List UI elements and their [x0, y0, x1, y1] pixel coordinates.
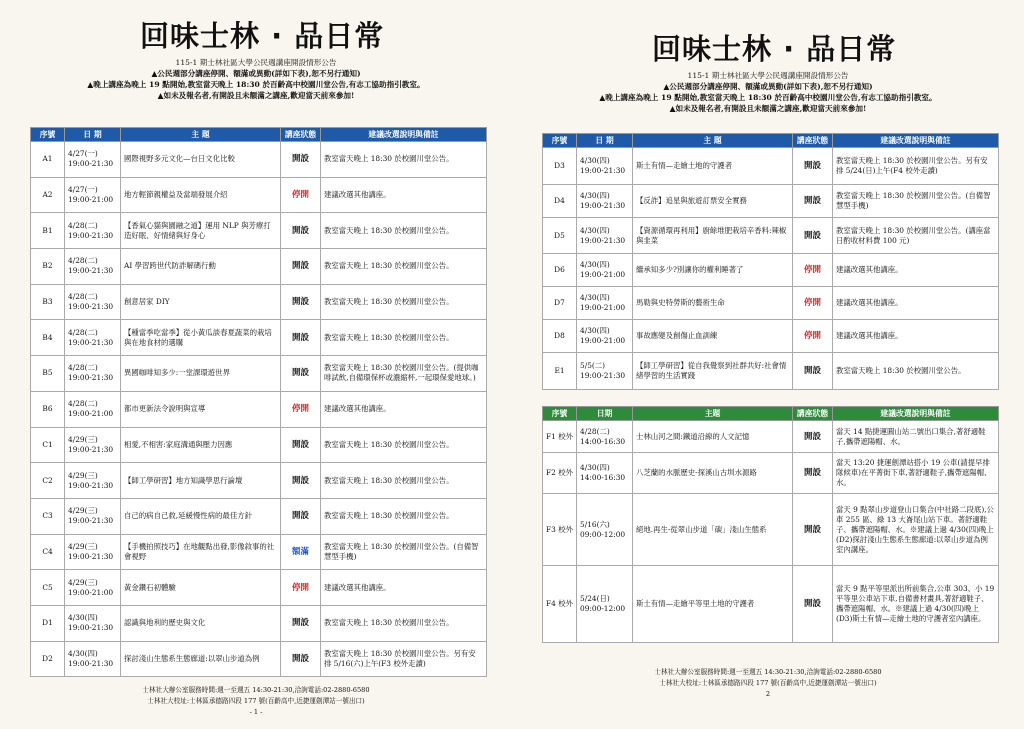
row-status: 開設	[281, 284, 321, 320]
row-topic: 斯土有情—走繪土地的守護者	[633, 148, 793, 185]
table-row	[31, 249, 487, 285]
row-note: 教室當天晚上 18:30 於校園川堂公告。(講座當日酌收材料費 100 元)	[833, 218, 999, 254]
announcement-title: 115-1 期士林社區大學公民週講座開設情形公告	[687, 71, 849, 80]
row-id: D8	[543, 320, 577, 353]
table-row	[543, 353, 999, 390]
row-topic: 相愛,不相害:家庭溝通與壓力因應	[121, 427, 281, 463]
table-header-row	[31, 128, 487, 142]
row-date: 5/5(二) 19:00-21:30	[577, 353, 633, 390]
row-topic: 黃金鑽石初體驗	[121, 570, 281, 606]
row-topic: 士林山河之間:鐵道沿線的人文記憶	[633, 421, 793, 453]
row-date: 4/29(三) 19:00-21:00	[65, 570, 121, 606]
row-date: 4/29(三) 19:00-21:30	[65, 498, 121, 534]
row-id: D3	[543, 148, 577, 185]
row-note: 教室當天晚上 18:30 於校園川堂公告。(提供咖啡試飲,自備環保杯或濃縮杯,一起環保愛地球。)	[321, 356, 487, 392]
row-note: 教室當天晚上 18:30 於校園川堂公告。	[321, 284, 487, 320]
col-header-status: 講座狀態	[281, 128, 321, 142]
col-header-date: 日 期	[577, 134, 633, 148]
table-header-row	[543, 134, 999, 148]
row-id: F1 校外	[543, 421, 577, 453]
row-date: 4/28(二) 19:00-21:00	[65, 391, 121, 427]
table-row	[31, 570, 487, 606]
row-status: 開設	[281, 427, 321, 463]
row-topic: 創意居家 DIY	[121, 284, 281, 320]
field-trip-table	[542, 406, 999, 643]
col-header-id: 序號	[543, 407, 577, 421]
row-status: 停開	[793, 254, 833, 287]
row-date: 4/28(二) 19:00-21:30	[65, 284, 121, 320]
row-note: 教室當天晚上 18:30 於校園川堂公告。	[321, 605, 487, 641]
row-id: D7	[543, 287, 577, 320]
row-date: 5/16(六) 09:00-12:00	[577, 494, 633, 566]
row-date: 4/27(一) 19:00-21:30	[65, 142, 121, 178]
row-id: F3 校外	[543, 494, 577, 566]
row-id: D6	[543, 254, 577, 287]
col-header-topic: 主 題	[633, 134, 793, 148]
row-date: 4/28(二) 19:00-21:30	[65, 356, 121, 392]
announcement-note-1: ▲公民週部分講座停開、額滿或異動(詳如下表),恕不另行通知)	[151, 69, 361, 78]
col-header-note: 建議改選說明與備註	[321, 128, 487, 142]
row-status: 開設	[793, 148, 833, 185]
announcement-note-1: ▲公民週部分講座停開、額滿或異動(詳如下表),恕不另行通知)	[663, 82, 873, 91]
row-status: 停開	[281, 391, 321, 427]
row-status: 開設	[281, 142, 321, 178]
row-note: 教室當天晚上 18:30 於校園川堂公告。	[321, 249, 487, 285]
table-row	[31, 320, 487, 356]
row-status: 開設	[793, 421, 833, 453]
table-row	[543, 148, 999, 185]
row-status: 停開	[793, 287, 833, 320]
row-status: 開設	[793, 218, 833, 254]
page-number: - 1 -	[249, 708, 263, 716]
row-date: 4/30(四) 19:00-21:30	[577, 218, 633, 254]
table-row	[31, 641, 487, 677]
row-note: 建議改選其他講座。	[321, 570, 487, 606]
row-topic: 【手機拍照技巧】在地觀點出發,影像敘事的社會視野	[121, 534, 281, 570]
row-topic: 繼承知多少?別讓你的權利睡著了	[633, 254, 793, 287]
row-status: 開設	[793, 494, 833, 566]
row-id: B3	[31, 284, 65, 320]
page-title: 回味士林 · 品日常	[140, 19, 385, 53]
row-id: C5	[31, 570, 65, 606]
row-id: D4	[543, 185, 577, 218]
row-note: 當天 13:20 捷運劍潭站搭小 19 公車(請提早排隊候車)在平菁街下車,著舒適鞋子,攜帶遮陽帽、水。	[833, 453, 999, 494]
row-note: 教室當天晚上 18:30 於校園川堂公告。	[833, 353, 999, 390]
row-status: 開設	[281, 320, 321, 356]
row-note: 教室當天晚上 18:30 於校園川堂公告。	[321, 498, 487, 534]
col-header-date: 日 期	[65, 128, 121, 142]
row-topic: 【資源循環再利用】廚餘堆肥栽培辛香料:辣椒與韭菜	[633, 218, 793, 254]
row-date: 4/29(三) 19:00-21:30	[65, 534, 121, 570]
row-topic: 事故應變及創傷止血訓練	[633, 320, 793, 353]
table-row	[31, 605, 487, 641]
table-row	[31, 177, 487, 213]
lecture-table	[30, 127, 487, 677]
school-address: 士林社大校址:士林區承德路四段 177 號(百齡高中,近捷運劍潭站一號出口)	[147, 697, 365, 705]
row-id: D2	[31, 641, 65, 677]
row-date: 4/30(四) 19:00-21:00	[577, 320, 633, 353]
row-topic: 八芝蘭的水脈歷史-探溪山古圳水源路	[633, 453, 793, 494]
table-row	[543, 287, 999, 320]
row-note: 當天 9 點翠山步道登山口集合(中社路二段底),公車 255 區、綠 13 大崙尾山站下車。著舒適鞋子、攜帶遮陽帽、水。※建議上過 4/30(四)晚上(D2)探討淺山生態系生態廊道:以翠山步道為例室內講座。	[833, 494, 999, 566]
row-topic: 【反詐】追星與旅遊訂票安全實務	[633, 185, 793, 218]
table-row	[543, 218, 999, 254]
col-header-id: 序號	[543, 134, 577, 148]
row-date: 4/30(四) 19:00-21:00	[577, 254, 633, 287]
row-note: 當天 14 點捷運圓山站二號出口集合,著舒適鞋子,攜帶遮陽帽、水。	[833, 421, 999, 453]
table-row	[31, 142, 487, 178]
row-note: 教室當天晚上 18:30 於校園川堂公告。(自備智慧型手機)	[321, 534, 487, 570]
row-note: 建議改選其他講座。	[321, 177, 487, 213]
row-topic: 絕地.再生-從翠山步道「碳」淺山生態系	[633, 494, 793, 566]
row-topic: 【師工學研習】地方知識學思行論壇	[121, 463, 281, 499]
announcement-header	[0, 57, 512, 101]
row-status: 開設	[793, 353, 833, 390]
row-topic: 【師工學研習】從自我覺察到社群共好:社會情緒學習的生活實踐	[633, 353, 793, 390]
table-row	[543, 421, 999, 453]
row-id: C1	[31, 427, 65, 463]
table-row	[543, 185, 999, 218]
row-topic: 地方輕節親權益及當端發展介紹	[121, 177, 281, 213]
table-row	[31, 356, 487, 392]
announcement-header	[512, 70, 1024, 114]
row-note: 教室當天晚上 18:30 於校園川堂公告。(自備智慧型手機)	[833, 185, 999, 218]
row-topic: 探討淺山生態系生態廊道:以翠山步道為例	[121, 641, 281, 677]
row-status: 停開	[281, 177, 321, 213]
row-note: 教室當天晚上 18:30 於校園川堂公告。另有安排 5/24(日)上午(F4 校外走讀)	[833, 148, 999, 185]
row-topic: 【香氣心貓與園融之道】運用 NLP 與芳療打造好眠、好情緒與好身心	[121, 213, 281, 249]
row-id: A2	[31, 177, 65, 213]
row-topic: 認識與地利的歷史與文化	[121, 605, 281, 641]
row-date: 4/30(四) 19:00-21:30	[65, 641, 121, 677]
row-note: 教室當天晚上 18:30 於校園川堂公告。	[321, 427, 487, 463]
row-topic: 自己的病自己救,延緩慢性病的最佳方針	[121, 498, 281, 534]
table-row	[543, 566, 999, 643]
table-row	[31, 284, 487, 320]
table-row	[543, 453, 999, 494]
row-id: B4	[31, 320, 65, 356]
row-topic: 斯土有情—走繪平等里土地的守護者	[633, 566, 793, 643]
table-row	[543, 494, 999, 566]
office-hours: 士林社大辦公室服務時間:週一至週五 14:30-21:30,洽詢電話:02-2880-6580	[142, 686, 370, 694]
row-topic: 國際視野多元文化—台日文化比較	[121, 142, 281, 178]
row-date: 4/30(四) 19:00-21:30	[577, 148, 633, 185]
col-header-topic: 主題	[633, 407, 793, 421]
col-header-date: 日期	[577, 407, 633, 421]
row-status: 開設	[281, 213, 321, 249]
row-date: 4/28(二) 19:00-21:30	[65, 249, 121, 285]
announcement-note-3: ▲如未及報名者,有開設且未額滿之講座,歡迎當天前來參加!	[157, 91, 355, 100]
col-header-status: 講座狀態	[793, 407, 833, 421]
row-id: F2 校外	[543, 453, 577, 494]
table-row	[543, 254, 999, 287]
table-row	[31, 534, 487, 570]
row-date: 4/30(四) 19:00-21:00	[577, 287, 633, 320]
row-note: 建議改選其他講座。	[833, 254, 999, 287]
row-status: 開設	[281, 605, 321, 641]
row-id: B1	[31, 213, 65, 249]
table-row	[31, 427, 487, 463]
col-header-status: 講座狀態	[793, 134, 833, 148]
table-header-row	[543, 407, 999, 421]
row-date: 4/28(二) 14:00-16:30	[577, 421, 633, 453]
row-status: 額滿	[281, 534, 321, 570]
row-status: 開設	[281, 641, 321, 677]
page-right	[512, 0, 1024, 729]
row-status: 停開	[281, 570, 321, 606]
row-date: 4/28(二) 19:00-21:30	[65, 213, 121, 249]
row-date: 5/24(日) 09:00-12:00	[577, 566, 633, 643]
col-header-topic: 主 題	[121, 128, 281, 142]
row-topic: AI 學習跨世代防詐解碼行動	[121, 249, 281, 285]
row-note: 教室當天晚上 18:30 於校園川堂公告。	[321, 213, 487, 249]
row-id: B6	[31, 391, 65, 427]
row-note: 教室當天晚上 18:30 於校園川堂公告。	[321, 463, 487, 499]
row-date: 4/29(三) 19:00-21:30	[65, 427, 121, 463]
row-note: 建議改選其他講座。	[833, 320, 999, 353]
page-number: 2	[765, 690, 771, 698]
row-date: 4/28(二) 19:00-21:30	[65, 320, 121, 356]
row-status: 開設	[793, 566, 833, 643]
row-id: E1	[543, 353, 577, 390]
row-id: F4 校外	[543, 566, 577, 643]
row-note: 當天 9 點平等里派出所前集合,公車 303、小 19 平等里公車站下車,自備書材畫具,著舒適鞋子、攜帶遮陽帽、水。※建議上過 4/30(四)晚上(D3)斯土有情—走繪土地的守護者室內講座。	[833, 566, 999, 643]
table-row	[31, 391, 487, 427]
page-footer	[512, 667, 1024, 700]
row-note: 教室當天晚上 18:30 於校園川堂公告。	[321, 320, 487, 356]
row-id: B2	[31, 249, 65, 285]
table-row	[31, 498, 487, 534]
row-status: 開設	[281, 498, 321, 534]
row-status: 停開	[793, 320, 833, 353]
row-note: 教室當天晚上 18:30 於校園川堂公告。另有安排 5/16(六)上午(F3 校外走讀)	[321, 641, 487, 677]
row-topic: 【種當季吃當季】從小黃瓜談春夏蔬菜的栽培與在地食材的選購	[121, 320, 281, 356]
page-footer	[0, 685, 512, 718]
announcement-note-2: ▲晚上講座為晚上 19 點開始,教室當天晚上 18:30 於百齡高中校園川堂公告,有志工協助指引教室。	[87, 80, 425, 89]
row-id: C4	[31, 534, 65, 570]
col-header-note: 建議改選說明與備註	[833, 134, 999, 148]
row-date: 4/30(四) 19:00-21:30	[65, 605, 121, 641]
row-status: 開設	[793, 453, 833, 494]
row-topic: 異國咖啡知多少:一堂課環遊世界	[121, 356, 281, 392]
announcement-note-2: ▲晚上講座為晚上 19 點開始,教室當天晚上 18:30 於百齡高中校園川堂公告,有志工協助指引教室。	[599, 93, 937, 102]
announcement-title: 115-1 期士林社區大學公民週講座開設情形公告	[175, 58, 337, 67]
row-id: D1	[31, 605, 65, 641]
row-note: 建議改選其他講座。	[321, 391, 487, 427]
col-header-id: 序號	[31, 128, 65, 142]
row-date: 4/29(三) 19:00-21:30	[65, 463, 121, 499]
table-row	[543, 320, 999, 353]
row-note: 教室當天晚上 18:30 於校園川堂公告。	[321, 142, 487, 178]
row-date: 4/27(一) 19:00-21:00	[65, 177, 121, 213]
row-topic: 都市更新法令說明與宣導	[121, 391, 281, 427]
row-status: 開設	[281, 249, 321, 285]
row-note: 建議改選其他講座。	[833, 287, 999, 320]
row-date: 4/30(四) 19:00-21:30	[577, 185, 633, 218]
row-date: 4/30(四) 14:00-16:30	[577, 453, 633, 494]
table-row	[31, 463, 487, 499]
row-id: C3	[31, 498, 65, 534]
page-title: 回味士林 · 品日常	[652, 32, 897, 66]
row-status: 開設	[281, 463, 321, 499]
row-status: 開設	[281, 356, 321, 392]
row-topic: 馬勒與史特勞斯的藝術生命	[633, 287, 793, 320]
office-hours: 士林社大辦公室服務時間:週一至週五 14:30-21:30,洽詢電話:02-2880-6580	[654, 668, 882, 676]
row-status: 開設	[793, 185, 833, 218]
table-row	[31, 213, 487, 249]
lecture-table	[542, 133, 999, 390]
col-header-note: 建議改選說明與備註	[833, 407, 999, 421]
school-address: 士林社大校址:士林區承德路四段 177 號(百齡高中,近捷運劍潭站一號出口)	[659, 679, 877, 687]
row-id: A1	[31, 142, 65, 178]
row-id: C2	[31, 463, 65, 499]
announcement-note-3: ▲如未及報名者,有開設且未額滿之講座,歡迎當天前來參加!	[669, 104, 867, 113]
row-id: B5	[31, 356, 65, 392]
row-id: D5	[543, 218, 577, 254]
